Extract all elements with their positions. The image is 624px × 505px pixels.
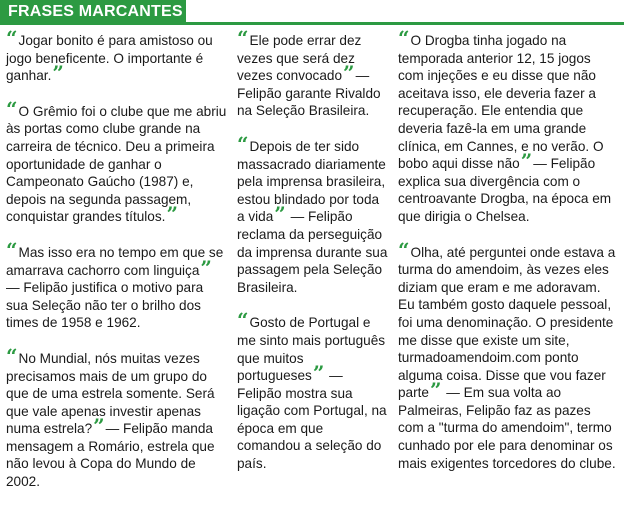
quote-text: Ele pode errar dez vezes que será dez vezes convocado bbox=[237, 33, 362, 84]
quote-3 bbox=[6, 237, 228, 332]
section-header bbox=[0, 0, 624, 27]
column-right bbox=[398, 26, 620, 472]
close-quote-icon: ” bbox=[312, 361, 325, 386]
quote-7 bbox=[237, 308, 389, 472]
column-left bbox=[6, 26, 228, 491]
close-quote-icon: ” bbox=[52, 61, 64, 86]
quote-text: Gosto de Portugal e me sinto mais português que muitos portugueses bbox=[237, 315, 386, 384]
quote-6 bbox=[237, 131, 389, 296]
quote-text: Mas isso era no tempo em que se amarrava cachorro com linguiça bbox=[6, 244, 224, 278]
quote-5 bbox=[237, 26, 389, 120]
column-middle bbox=[237, 26, 389, 473]
quote-8 bbox=[398, 26, 620, 226]
quote-text: O Drogba tinha jogado na temporada anterior 12, 15 jogos com injeções e eu disse que não aceitava isso, ele deveria fazer a recuperação. Ele entendia que deveria fazê-la em uma grande clínica, em Cannes, e no verão. O bobo aqui disse não bbox=[398, 33, 604, 172]
quote-attribution: — Felipão reclama da perseguição da imprensa durante sua passagem pela Seleção Brasileira. bbox=[237, 209, 388, 295]
quote-2 bbox=[6, 96, 228, 227]
section-header-bar bbox=[0, 0, 186, 22]
quote-text: Depois de ter sido massacrado diariamente pela imprensa brasileira, estou blindado por toda a vida bbox=[237, 138, 386, 225]
close-quote-icon: ” bbox=[166, 202, 178, 227]
close-quote-icon: ” bbox=[343, 61, 355, 86]
quote-text: No Mundial, nós muitas vezes precisamos mais de um grupo do que de uma estrela somente. Será que vale apenas investir apenas numa estrela? bbox=[6, 350, 215, 437]
close-quote-icon: ” bbox=[93, 414, 105, 439]
header-divider bbox=[0, 22, 624, 25]
quote-text: Jogar bonito é para amistoso ou jogo beneficente. O importante é ganhar. bbox=[6, 33, 213, 84]
open-quote-icon: “ bbox=[398, 26, 410, 50]
open-quote-icon: “ bbox=[6, 96, 18, 121]
open-quote-icon: “ bbox=[6, 343, 18, 368]
quote-9 bbox=[398, 237, 620, 473]
quote-1 bbox=[6, 26, 228, 86]
close-quote-icon: ” bbox=[274, 202, 286, 227]
quote-attribution: — Em sua volta ao Palmeiras, Felipão faz as pazes com a "turma do amendoim", termo cunhado por ele para denominar os mais exigentes torcedores do clube. bbox=[398, 385, 616, 471]
open-quote-icon: “ bbox=[398, 237, 410, 262]
quote-attribution: — Felipão garante Rivaldo na Seleção Brasileira. bbox=[237, 68, 381, 119]
quote-attribution: — Felipão justifica o motivo para sua Seleção não ter o brilho dos times de 1958 e 1962. bbox=[6, 280, 204, 331]
quote-text: Olha, até perguntei onde estava a turma do amendoim, às vezes eles diziam que eram e me adoravam. Eu também gosto daquele pessoal, foi uma denominação. O presidente me disse que existe um site, turmadoamendoim.com ponto alguma coisa. Disse que vou fazer parte bbox=[398, 244, 616, 401]
open-quote-icon: “ bbox=[237, 26, 249, 50]
open-quote-icon: “ bbox=[6, 26, 18, 50]
quote-attribution: — Felipão explica sua divergência com o centroavante Drogba, na época em que dirigia o Chelsea. bbox=[398, 156, 612, 224]
quote-4 bbox=[6, 343, 228, 491]
open-quote-icon: “ bbox=[237, 131, 249, 156]
quote-text: O Grêmio foi o clube que me abriu às portas como clube grande na carreira de técnico. Deu a primeira oportunidade de ganhar o Campeonato Gaúcho (1987) e, depois na segunda passagem, conquistar grandes títulos. bbox=[6, 103, 227, 225]
close-quote-icon: ” bbox=[520, 149, 533, 174]
section-title: FRASES MARCANTES bbox=[8, 3, 183, 20]
open-quote-icon: “ bbox=[6, 237, 18, 262]
quote-attribution: — Felipão mostra sua ligação com Portugal, na época em que comandou a seleção do país. bbox=[237, 368, 387, 472]
open-quote-icon: “ bbox=[237, 308, 249, 333]
quote-attribution: — Felipão manda mensagem a Romário, estrela que não levou à Copa do Mundo de 2002. bbox=[6, 421, 215, 490]
close-quote-icon: ” bbox=[429, 378, 442, 403]
close-quote-icon: ” bbox=[200, 255, 212, 280]
